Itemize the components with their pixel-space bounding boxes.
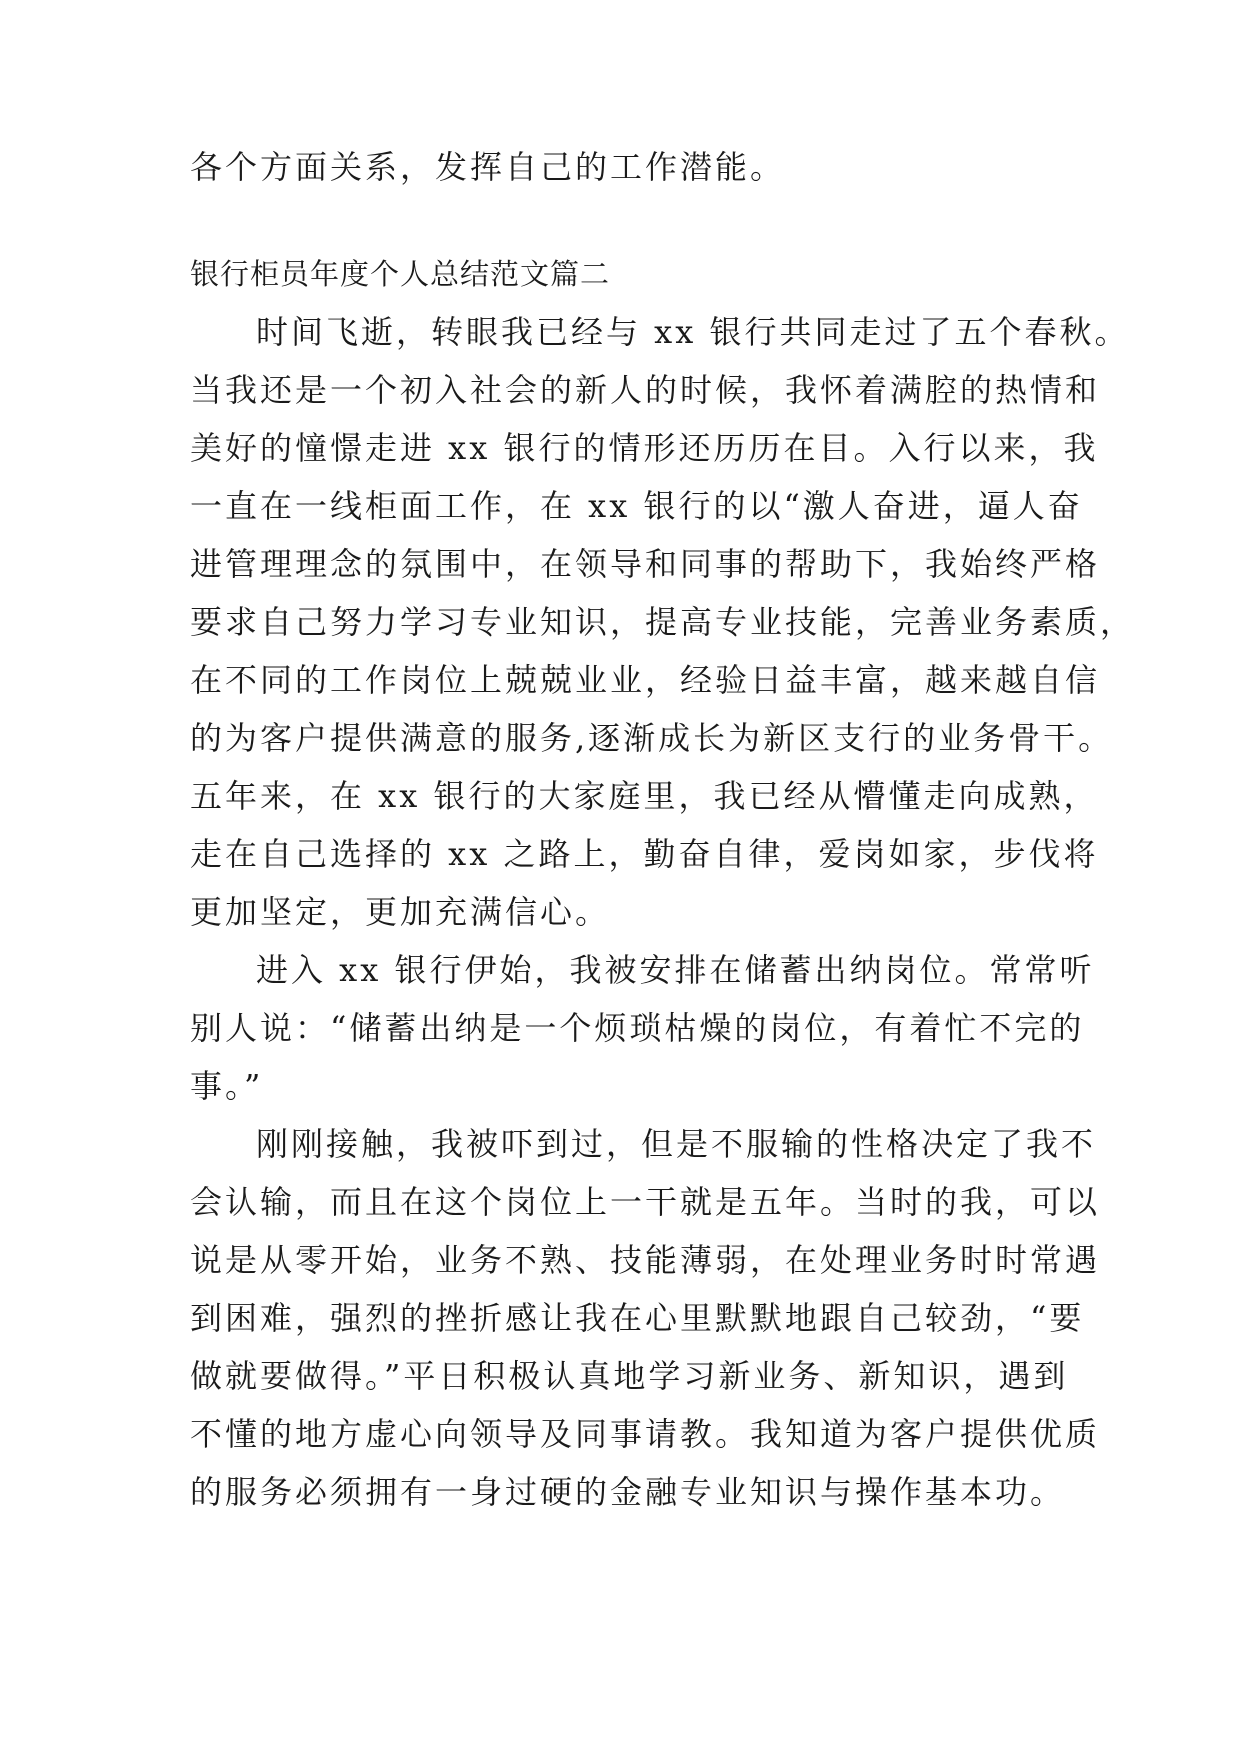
section-title: 银行柜员年度个人总结范文篇二 xyxy=(190,257,611,291)
text-line: 事。” xyxy=(190,1067,264,1105)
text-line: 会认输，而且在这个岗位上一干就是五年。当时的我，可以 xyxy=(190,1183,1101,1221)
text-line: 的服务必须拥有一身过硬的金融专业知识与操作基本功。 xyxy=(190,1473,1066,1511)
paragraph xyxy=(190,1115,1101,1521)
text-line: 说是从零开始，业务不熟、技能薄弱，在处理业务时时常遇 xyxy=(190,1241,1101,1279)
text-line: 到困难，强烈的挫折感让我在心里默默地跟自己较劲，“要 xyxy=(190,1299,1085,1337)
text-line: 当我还是一个初入社会的新人的时候，我怀着满腔的热情和 xyxy=(190,371,1101,409)
paragraph xyxy=(190,303,1136,941)
text-line: 的为客户提供满意的服务,逐渐成长为新区支行的业务骨干。 xyxy=(190,719,1114,757)
text-line: 在不同的工作岗位上兢兢业业，经验日益丰富，越来越自信 xyxy=(190,661,1101,699)
text-line: 刚刚接触，我被吓到过，但是不服输的性格决定了我不 xyxy=(256,1125,1097,1163)
text-line: 各个方面关系，发挥自己的工作潜能。 xyxy=(190,148,786,186)
body-text xyxy=(190,303,1136,1521)
text-line: 更加坚定，更加充满信心。 xyxy=(190,893,611,931)
intro-paragraph xyxy=(190,138,1055,196)
text-line: 五年来，在 xx 银行的大家庭里，我已经从懵懂走向成熟， xyxy=(190,777,1099,815)
text-line: 美好的憧憬走进 xx 银行的情形还历历在目。入行以来，我 xyxy=(190,429,1099,467)
text-line: 做就要做得。”平日积极认真地学习新业务、新知识，遇到 xyxy=(190,1357,1069,1395)
text-line: 要求自己努力学习专业知识，提高专业技能，完善业务素质， xyxy=(190,603,1136,641)
text-line: 别人说：“储蓄出纳是一个烦琐枯燥的岗位，有着忙不完的 xyxy=(190,1009,1085,1047)
paragraph xyxy=(190,941,1095,1115)
section-heading xyxy=(190,245,1055,303)
text-line: 时间飞逝，转眼我已经与 xx 银行共同走过了五个春秋。 xyxy=(256,313,1130,351)
text-line: 一直在一线柜面工作，在 xx 银行的以“激人奋进，逼人奋 xyxy=(190,487,1083,525)
text-line: 不懂的地方虚心向领导及同事请教。我知道为客户提供优质 xyxy=(190,1415,1101,1453)
text-line: 进管理理念的氛围中，在领导和同事的帮助下，我始终严格 xyxy=(190,545,1101,583)
text-line: 走在自己选择的 xx 之路上，勤奋自律，爱岗如家，步伐将 xyxy=(190,835,1099,873)
text-line: 进入 xx 银行伊始，我被安排在储蓄出纳岗位。常常听 xyxy=(256,951,1095,989)
